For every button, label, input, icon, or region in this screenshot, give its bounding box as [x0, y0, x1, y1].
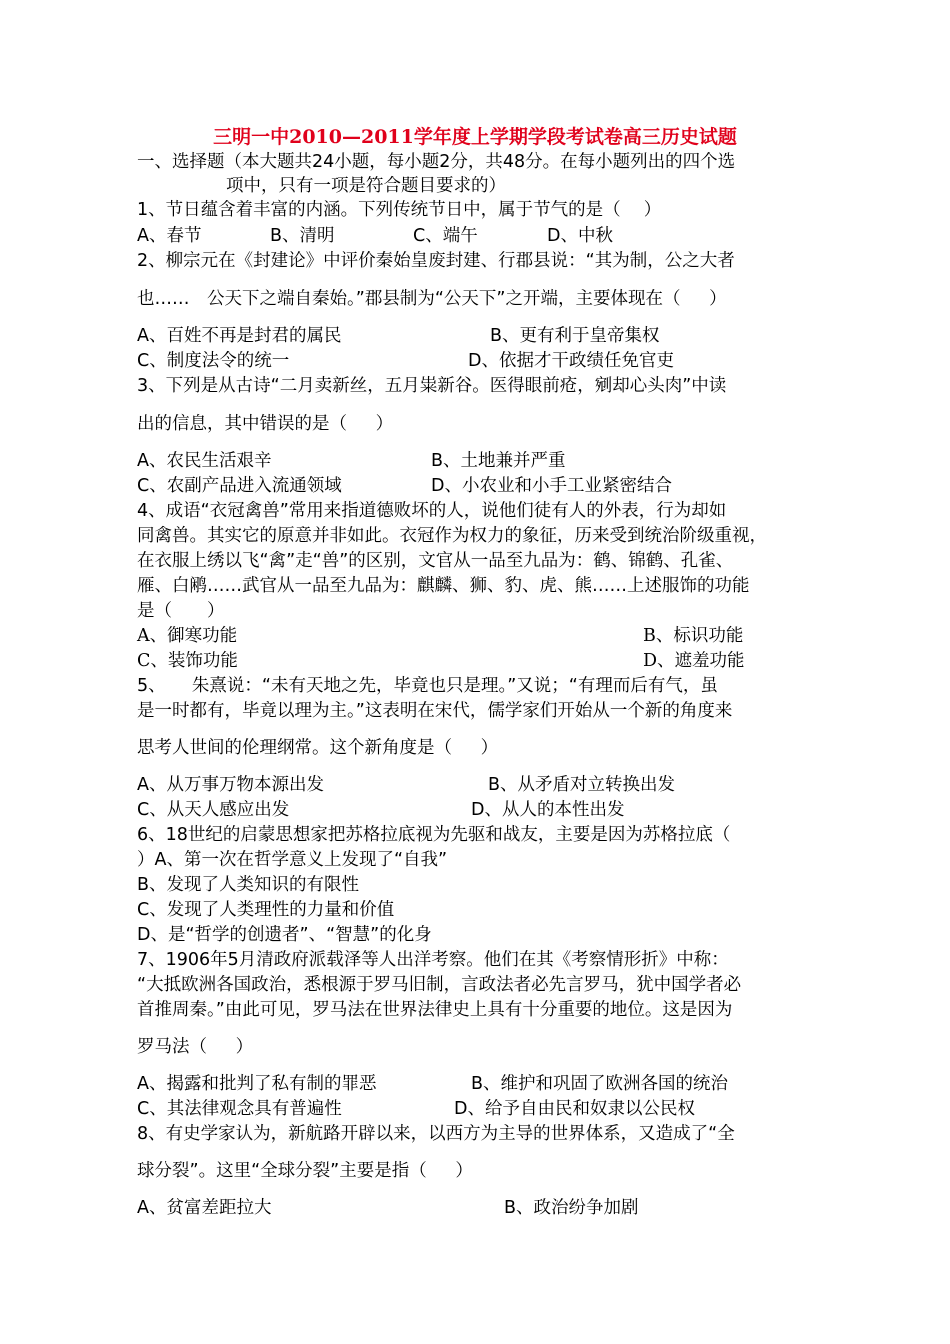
q4-stem-4: 雁、白鹇……武官从一品至九品为：麒麟、狮、豹、虎、熊……上述服饰的功能 [137, 576, 750, 596]
q4-option-b[interactable]: B、标识功能 [643, 626, 744, 646]
q4-stem-2: 同禽兽。其实它的原意并非如此。衣冠作为权力的象征，历来受到统治阶级重视， [137, 526, 767, 546]
q4-stem-1: 4、成语“衣冠禽兽”常用来指道德败坏的人，说他们徒有人的外表，行为却如 [137, 501, 727, 521]
q5-stem-2: 是一时都有，毕竟以理为主。”这表明在宋代，儒学家们开始从一个新的角度来 [137, 701, 733, 721]
q7-option-b[interactable]: B、维护和巩固了欧洲各国的统治 [471, 1074, 729, 1094]
q5-stem-1: 5、 朱熹说：“未有天地之先，毕竟也只是理。”又说；“有理而后有气，虽 [137, 676, 718, 696]
instructions-line-1: 一、选择题（本大题共24小题，每小题2分，共48分。在每小题列出的四个选 [137, 152, 736, 172]
q1-option-b[interactable]: B、清明 [270, 226, 335, 246]
q4-option-c[interactable]: C、装饰功能 [137, 651, 238, 671]
q4-option-a[interactable]: A、御寒功能 [137, 626, 238, 646]
q8-stem-1: 8、有史学家认为，新航路开辟以来，以西方为主导的世界体系，又造成了“全 [137, 1124, 735, 1144]
q1-option-d[interactable]: D、中秋 [547, 226, 613, 246]
q7-stem-2: “大抵欧洲各国政治，悉根源于罗马旧制，言政法者必先言罗马，犹中国学者必 [137, 975, 742, 995]
q4-stem-3: 在衣服上绣以飞“禽”走“兽”的区别，文官从一品至九品为：鹤、锦鹤、孔雀、 [137, 551, 734, 571]
q1-stem: 1、节日蕴含着丰富的内涵。下列传统节日中，属于节气的是（ ） [137, 200, 662, 220]
q7-stem-1: 7、1906年5月清政府派载泽等人出洋考察。他们在其《考察情形折》中称： [137, 950, 729, 970]
q3-option-b[interactable]: B、土地兼并严重 [431, 451, 566, 471]
q2-stem-2: 也…… 公天下之端自秦始。”郡县制为“公天下”之开端，主要体现在（ ） [137, 289, 727, 309]
q7-stem-4: 罗马法（ ） [137, 1037, 254, 1057]
q8-stem-2: 球分裂”。这里“全球分裂”主要是指（ ） [137, 1161, 473, 1181]
q7-option-a[interactable]: A、揭露和批判了私有制的罪恶 [137, 1074, 377, 1094]
q2-option-d[interactable]: D、依据才干政绩任免官吏 [468, 351, 674, 371]
q4-option-d[interactable]: D、遮羞功能 [643, 651, 745, 671]
q1-option-c[interactable]: C、端午 [413, 226, 478, 246]
q5-option-b[interactable]: B、从矛盾对立转换出发 [488, 775, 676, 795]
q8-option-a[interactable]: A、贫富差距拉大 [137, 1198, 272, 1218]
q3-option-d[interactable]: D、小农业和小手工业紧密结合 [431, 476, 672, 496]
q7-stem-3: 首推周秦。”由此可见，罗马法在世界法律史上具有十分重要的地位。这是因为 [137, 1000, 733, 1020]
q6-option-c[interactable]: C、发现了人类理性的力量和价值 [137, 900, 395, 920]
q7-option-c[interactable]: C、其法律观念具有普遍性 [137, 1099, 342, 1119]
q6-stem-2-with-option-a[interactable]: ）A、第一次在哲学意义上发现了“自我” [137, 850, 448, 870]
instructions-line-2: 项中，只有一项是符合题目要求的） [226, 176, 506, 196]
q3-stem-2: 出的信息，其中错误的是（ ） [137, 414, 394, 434]
q2-option-a[interactable]: A、百姓不再是封君的属民 [137, 326, 342, 346]
q5-option-a[interactable]: A、从万事万物本源出发 [137, 775, 324, 795]
q3-option-a[interactable]: A、农民生活艰辛 [137, 451, 272, 471]
q4-stem-5: 是（ ） [137, 601, 225, 621]
q2-stem-1: 2、柳宗元在《封建论》中评价秦始皇废封建、行郡县说：“其为制，公之大者 [137, 251, 735, 271]
q1-option-a[interactable]: A、春节 [137, 226, 202, 246]
q2-option-b[interactable]: B、更有利于皇帝集权 [490, 326, 660, 346]
q3-stem-1: 3、下列是从古诗“二月卖新丝，五月粜新谷。医得眼前疮，剜却心头肉”中读 [137, 376, 727, 396]
q6-stem-1: 6、18世纪的启蒙思想家把苏格拉底视为先驱和战友，主要是因为苏格拉底（ [137, 825, 731, 845]
exam-title: 三明一中2010—2011学年度上学期学段考试卷高三历史试题 [213, 126, 737, 148]
q5-option-c[interactable]: C、从天人感应出发 [137, 800, 290, 820]
q5-option-d[interactable]: D、从人的本性出发 [471, 800, 625, 820]
q8-option-b[interactable]: B、政治纷争加剧 [504, 1198, 639, 1218]
q2-option-c[interactable]: C、制度法令的统一 [137, 351, 290, 371]
q6-option-b[interactable]: B、发现了人类知识的有限性 [137, 875, 360, 895]
q3-option-c[interactable]: C、农副产品进入流通领域 [137, 476, 342, 496]
q7-option-d[interactable]: D、给予自由民和奴隶以公民权 [454, 1099, 695, 1119]
q5-stem-3: 思考人世间的伦理纲常。这个新角度是（ ） [137, 738, 499, 758]
q6-option-d[interactable]: D、是“哲学的创遗者”、“智慧”的化身 [137, 925, 432, 945]
